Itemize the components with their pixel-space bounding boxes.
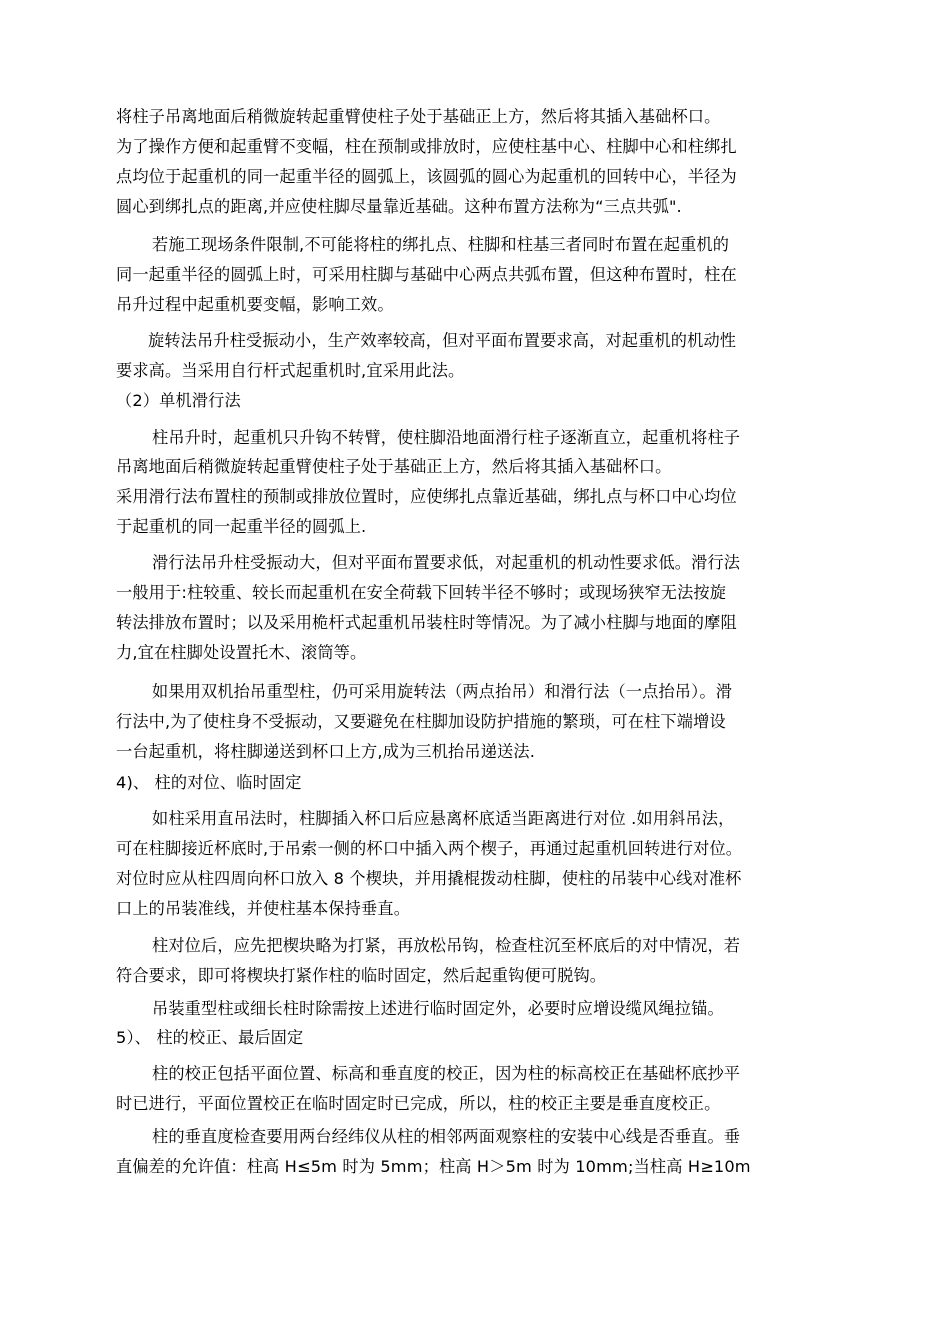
text-line: 吊装重型柱或细长柱时除需按上述进行临时固定外，必要时应增设缆风绳拉锚。 [152,999,724,1018]
text-line: 口上的吊装准线，并使柱基本保持垂直。 [116,899,411,918]
text-line: 一台起重机，将柱脚递送到杯口上方,成为三机抬吊递送法. [116,742,536,761]
text-line: 同一起重半径的圆弧上时，可采用柱脚与基础中心两点共弧布置，但这种布置时，柱在 [116,265,737,284]
text-line: 柱对位后，应先把楔块略为打紧，再放松吊钩，检查柱沉至杯底后的对中情况，若 [152,936,741,955]
text-line: 滑行法吊升柱受振动大，但对平面布置要求低，对起重机的机动性要求低。滑行法 [152,553,741,572]
text-line: 为了操作方便和起重臂不变幅，柱在预制或排放时，应使柱基中心、柱脚中心和柱绑扎 [116,137,737,156]
text-line: 点均位于起重机的同一起重半径的圆弧上，该圆弧的圆心为起重机的回转中心，半径为 [116,167,737,186]
text-line: 如果用双机抬吊重型柱，仍可采用旋转法（两点抬吊）和滑行法（一点抬吊）。滑 [152,682,733,701]
text-line: 于起重机的同一起重半径的圆弧上. [116,517,367,536]
text-line: 柱吊升时，起重机只升钩不转臂，使柱脚沿地面滑行柱子逐渐直立，起重机将柱子 [152,428,741,447]
text-line: 时已进行，平面位置校正在临时固定时已完成，所以，柱的校正主要是垂直度校正。 [116,1094,721,1113]
section-heading: 5）、 柱的校正、最后固定 [116,1028,304,1047]
text-line: 转法排放布置时；以及采用桅杆式起重机吊装柱时等情况。为了减小柱脚与地面的摩阻 [116,613,737,632]
text-line: 行法中,为了使柱身不受振动，又要避免在柱脚加设防护措施的繁琐，可在柱下端增设 [116,712,726,731]
text-line: 对位时应从柱四周向杯口放入 8 个楔块，并用撬棍拨动柱脚，使柱的吊装中心线对准杯 [116,869,742,888]
text-line: 将柱子吊离地面后稍微旋转起重臂使柱子处于基础正上方，然后将其插入基础杯口。 [116,107,721,126]
text-line: 柱的校正包括平面位置、标高和垂直度的校正，因为柱的标高校正在基础杯底抄平 [152,1064,741,1083]
section-heading: （2）单机滑行法 [116,391,241,410]
text-line: 吊升过程中起重机要变幅，影响工效。 [116,295,394,314]
text-line: 采用滑行法布置柱的预制或排放位置时，应使绑扎点靠近基础，绑扎点与杯口中心均位 [116,487,737,506]
text-line: 吊离地面后稍微旋转起重臂使柱子处于基础正上方，然后将其插入基础杯口。 [116,457,672,476]
text-line: 一般用于:柱较重、较长而起重机在安全荷载下回转半径不够时；或现场狭窄无法按旋 [116,583,727,602]
text-line: 若施工现场条件限制,不可能将柱的绑扎点、柱脚和柱基三者同时布置在起重机的 [152,235,730,254]
text-line: 圆心到绑扎点的距离,并应使柱脚尽量靠近基础。这种布置方法称为“三点共弧". [116,197,682,216]
text-line: 可在柱脚接近杯底时,于吊索一侧的杯口中插入两个楔子，再通过起重机回转进行对位。 [116,839,743,858]
text-line: 符合要求，即可将楔块打紧作柱的临时固定，然后起重钩便可脱钩。 [116,966,607,985]
text-line: 如柱采用直吊法时，柱脚插入杯口后应悬离杯底适当距离进行对位 .如用斜吊法， [152,809,735,828]
text-line: 旋转法吊升柱受振动小，生产效率较高，但对平面布置要求高，对起重机的机动性 [148,331,737,350]
text-line: 要求高。当采用自行杆式起重机时,宜采用此法。 [116,361,465,380]
text-line: 力,宜在柱脚处设置托木、滚筒等。 [116,643,367,662]
section-heading: 4)、 柱的对位、临时固定 [116,773,302,792]
text-line: 直偏差的允许值：柱高 H≤5m 时为 5mm；柱高 H＞5m 时为 10mm;当柱高 H≥10m [116,1157,751,1176]
text-line: 柱的垂直度检查要用两台经纬仪从柱的相邻两面观察柱的安装中心线是否垂直。垂 [152,1127,741,1146]
